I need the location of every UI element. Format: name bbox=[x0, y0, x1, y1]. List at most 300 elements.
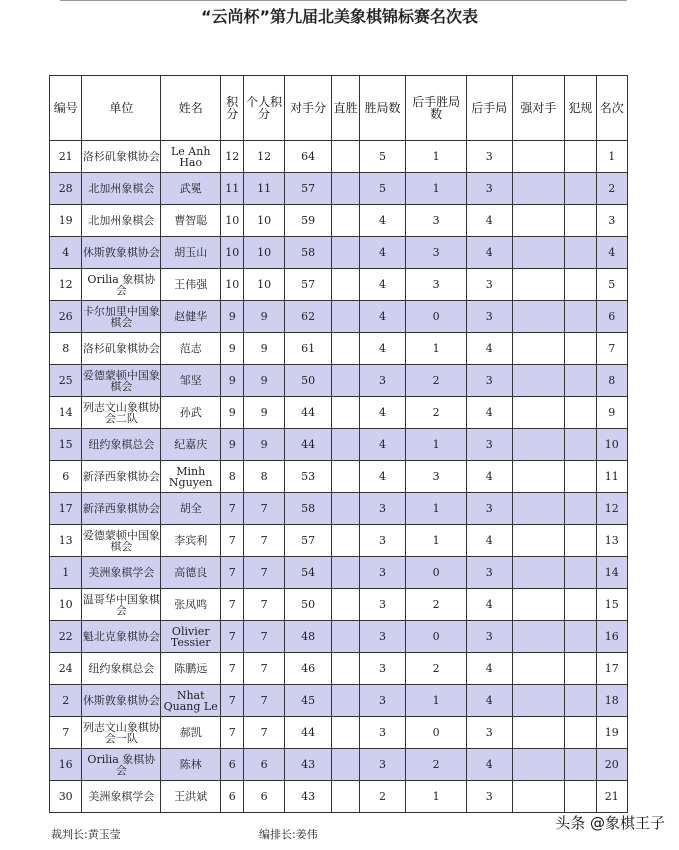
cell-opponent-points: 50 bbox=[284, 365, 332, 397]
cell-fouls bbox=[565, 461, 596, 493]
cell-fouls bbox=[565, 397, 596, 429]
cell-wins: 4 bbox=[359, 397, 406, 429]
cell-points: 7 bbox=[221, 685, 244, 717]
cell-direct-win bbox=[332, 205, 359, 237]
cell-personal-points: 12 bbox=[244, 141, 284, 173]
cell-direct-win bbox=[332, 557, 359, 589]
cell-name: 纪嘉庆 bbox=[161, 429, 221, 461]
cell-name: Minh Nguyen bbox=[161, 461, 221, 493]
cell-personal-points: 7 bbox=[244, 621, 284, 653]
cell-unit: 纽约象棋总会 bbox=[82, 653, 161, 685]
cell-rank: 14 bbox=[596, 557, 627, 589]
cell-second-hand-games: 4 bbox=[467, 749, 513, 781]
cell-name: 范志 bbox=[161, 333, 221, 365]
cell-fouls bbox=[565, 269, 596, 301]
cell-id: 12 bbox=[50, 269, 82, 301]
cell-opponent-points: 64 bbox=[284, 141, 332, 173]
cell-rank: 19 bbox=[596, 717, 627, 749]
cell-strong-opponent bbox=[512, 781, 565, 813]
table-row bbox=[50, 397, 628, 429]
cell-strong-opponent bbox=[512, 397, 565, 429]
cell-personal-points: 7 bbox=[244, 717, 284, 749]
cell-second-hand-games: 3 bbox=[467, 269, 513, 301]
cell-points: 9 bbox=[221, 333, 244, 365]
cell-wins: 5 bbox=[359, 141, 406, 173]
cell-opponent-points: 57 bbox=[284, 269, 332, 301]
cell-fouls bbox=[565, 365, 596, 397]
cell-personal-points: 6 bbox=[244, 781, 284, 813]
cell-rank: 10 bbox=[596, 429, 627, 461]
watermark: 头条 @象棋王子 bbox=[555, 814, 665, 832]
header-name: 姓名 bbox=[161, 76, 221, 141]
cell-points: 7 bbox=[221, 621, 244, 653]
header-personal-points: 个人积分 bbox=[244, 76, 284, 141]
cell-unit: 爱德蒙顿中国象棋会 bbox=[82, 525, 161, 557]
cell-id: 24 bbox=[50, 653, 82, 685]
cell-id: 7 bbox=[50, 717, 82, 749]
top-rule bbox=[60, 0, 627, 1]
cell-opponent-points: 57 bbox=[284, 173, 332, 205]
cell-personal-points: 9 bbox=[244, 429, 284, 461]
arranger-label: 编排长:姜伟 bbox=[259, 828, 318, 841]
table-row bbox=[50, 237, 628, 269]
cell-second-hand-wins: 1 bbox=[406, 525, 467, 557]
cell-fouls bbox=[565, 685, 596, 717]
cell-personal-points: 11 bbox=[244, 173, 284, 205]
cell-wins: 4 bbox=[359, 333, 406, 365]
cell-name: 王洪斌 bbox=[161, 781, 221, 813]
cell-fouls bbox=[565, 205, 596, 237]
cell-id: 17 bbox=[50, 493, 82, 525]
header-second-hand-wins: 后手胜局数 bbox=[406, 76, 467, 141]
cell-strong-opponent bbox=[512, 237, 565, 269]
cell-second-hand-games: 4 bbox=[467, 397, 513, 429]
cell-direct-win bbox=[332, 173, 359, 205]
cell-opponent-points: 59 bbox=[284, 205, 332, 237]
cell-unit: 列志文山象棋协会一队 bbox=[82, 717, 161, 749]
cell-wins: 4 bbox=[359, 301, 406, 333]
header-rank: 名次 bbox=[596, 76, 627, 141]
cell-strong-opponent bbox=[512, 429, 565, 461]
cell-points: 9 bbox=[221, 429, 244, 461]
cell-unit: 洛杉矶象棋协会 bbox=[82, 141, 161, 173]
cell-opponent-points: 57 bbox=[284, 525, 332, 557]
cell-fouls bbox=[565, 621, 596, 653]
cell-rank: 5 bbox=[596, 269, 627, 301]
cell-fouls bbox=[565, 333, 596, 365]
cell-points: 9 bbox=[221, 301, 244, 333]
table-row bbox=[50, 653, 628, 685]
cell-points: 12 bbox=[221, 141, 244, 173]
cell-rank: 4 bbox=[596, 237, 627, 269]
ranking-table bbox=[49, 75, 628, 813]
cell-personal-points: 9 bbox=[244, 301, 284, 333]
header-id: 编号 bbox=[50, 76, 82, 141]
cell-unit: Orilia 象棋协会 bbox=[82, 749, 161, 781]
header-fouls: 犯规 bbox=[565, 76, 596, 141]
cell-points: 7 bbox=[221, 589, 244, 621]
cell-direct-win bbox=[332, 525, 359, 557]
cell-second-hand-wins: 1 bbox=[406, 333, 467, 365]
cell-opponent-points: 44 bbox=[284, 429, 332, 461]
cell-points: 11 bbox=[221, 173, 244, 205]
cell-wins: 5 bbox=[359, 173, 406, 205]
cell-second-hand-wins: 3 bbox=[406, 205, 467, 237]
cell-name: 胡玉山 bbox=[161, 237, 221, 269]
cell-id: 4 bbox=[50, 237, 82, 269]
cell-id: 10 bbox=[50, 589, 82, 621]
referee-label: 裁判长:黄玉莹 bbox=[51, 828, 121, 841]
table-row bbox=[50, 525, 628, 557]
cell-fouls bbox=[565, 653, 596, 685]
cell-direct-win bbox=[332, 141, 359, 173]
cell-second-hand-wins: 0 bbox=[406, 301, 467, 333]
cell-points: 10 bbox=[221, 237, 244, 269]
cell-personal-points: 7 bbox=[244, 589, 284, 621]
cell-points: 6 bbox=[221, 749, 244, 781]
cell-strong-opponent bbox=[512, 365, 565, 397]
cell-rank: 12 bbox=[596, 493, 627, 525]
cell-name: 孙武 bbox=[161, 397, 221, 429]
cell-wins: 3 bbox=[359, 749, 406, 781]
cell-second-hand-games: 4 bbox=[467, 461, 513, 493]
table-row bbox=[50, 205, 628, 237]
header-direct-win: 直胜 bbox=[332, 76, 359, 141]
cell-points: 10 bbox=[221, 269, 244, 301]
cell-unit: 休斯敦象棋协会 bbox=[82, 685, 161, 717]
cell-unit: 爱德蒙顿中国象棋会 bbox=[82, 365, 161, 397]
cell-unit: Orilia 象棋协会 bbox=[82, 269, 161, 301]
cell-direct-win bbox=[332, 493, 359, 525]
cell-name: 高德良 bbox=[161, 557, 221, 589]
cell-strong-opponent bbox=[512, 749, 565, 781]
cell-name: 陈鹏远 bbox=[161, 653, 221, 685]
cell-strong-opponent bbox=[512, 333, 565, 365]
cell-second-hand-games: 3 bbox=[467, 621, 513, 653]
cell-wins: 4 bbox=[359, 269, 406, 301]
cell-fouls bbox=[565, 141, 596, 173]
cell-personal-points: 10 bbox=[244, 269, 284, 301]
cell-strong-opponent bbox=[512, 461, 565, 493]
cell-unit: 北加州象棋会 bbox=[82, 173, 161, 205]
cell-points: 7 bbox=[221, 717, 244, 749]
table-body bbox=[50, 141, 628, 813]
cell-personal-points: 6 bbox=[244, 749, 284, 781]
cell-strong-opponent bbox=[512, 621, 565, 653]
cell-unit: 卡尔加里中国象棋会 bbox=[82, 301, 161, 333]
cell-fouls bbox=[565, 749, 596, 781]
cell-opponent-points: 58 bbox=[284, 237, 332, 269]
table-row bbox=[50, 461, 628, 493]
cell-strong-opponent bbox=[512, 141, 565, 173]
table-row bbox=[50, 493, 628, 525]
cell-id: 2 bbox=[50, 685, 82, 717]
cell-id: 15 bbox=[50, 429, 82, 461]
cell-unit: 美洲象棋学会 bbox=[82, 781, 161, 813]
cell-second-hand-games: 3 bbox=[467, 717, 513, 749]
cell-opponent-points: 45 bbox=[284, 685, 332, 717]
cell-opponent-points: 62 bbox=[284, 301, 332, 333]
cell-unit: 休斯敦象棋协会 bbox=[82, 237, 161, 269]
cell-wins: 3 bbox=[359, 557, 406, 589]
cell-direct-win bbox=[332, 685, 359, 717]
cell-second-hand-games: 4 bbox=[467, 589, 513, 621]
cell-second-hand-wins: 2 bbox=[406, 653, 467, 685]
table-row bbox=[50, 429, 628, 461]
cell-rank: 11 bbox=[596, 461, 627, 493]
cell-second-hand-wins: 1 bbox=[406, 173, 467, 205]
cell-second-hand-games: 3 bbox=[467, 141, 513, 173]
cell-second-hand-games: 3 bbox=[467, 429, 513, 461]
cell-opponent-points: 58 bbox=[284, 493, 332, 525]
cell-name: 李宾利 bbox=[161, 525, 221, 557]
cell-personal-points: 7 bbox=[244, 493, 284, 525]
cell-second-hand-wins: 0 bbox=[406, 717, 467, 749]
cell-wins: 4 bbox=[359, 429, 406, 461]
cell-second-hand-games: 4 bbox=[467, 333, 513, 365]
table-row bbox=[50, 557, 628, 589]
cell-second-hand-games: 3 bbox=[467, 301, 513, 333]
cell-name: 陈林 bbox=[161, 749, 221, 781]
cell-unit: 纽约象棋总会 bbox=[82, 429, 161, 461]
cell-rank: 13 bbox=[596, 525, 627, 557]
cell-name: 张凤鸣 bbox=[161, 589, 221, 621]
cell-name: 赵健华 bbox=[161, 301, 221, 333]
cell-second-hand-wins: 3 bbox=[406, 269, 467, 301]
cell-direct-win bbox=[332, 749, 359, 781]
cell-rank: 17 bbox=[596, 653, 627, 685]
cell-opponent-points: 61 bbox=[284, 333, 332, 365]
cell-id: 6 bbox=[50, 461, 82, 493]
cell-wins: 3 bbox=[359, 685, 406, 717]
cell-opponent-points: 50 bbox=[284, 589, 332, 621]
cell-second-hand-games: 3 bbox=[467, 781, 513, 813]
table-row bbox=[50, 589, 628, 621]
cell-second-hand-wins: 2 bbox=[406, 589, 467, 621]
cell-strong-opponent bbox=[512, 525, 565, 557]
cell-name: 武冕 bbox=[161, 173, 221, 205]
table-row bbox=[50, 173, 628, 205]
cell-rank: 21 bbox=[596, 781, 627, 813]
cell-personal-points: 9 bbox=[244, 397, 284, 429]
cell-opponent-points: 44 bbox=[284, 397, 332, 429]
cell-unit: 列志文山象棋协会二队 bbox=[82, 397, 161, 429]
cell-rank: 18 bbox=[596, 685, 627, 717]
cell-personal-points: 8 bbox=[244, 461, 284, 493]
cell-wins: 4 bbox=[359, 237, 406, 269]
cell-opponent-points: 48 bbox=[284, 621, 332, 653]
cell-name: 胡全 bbox=[161, 493, 221, 525]
cell-second-hand-games: 4 bbox=[467, 653, 513, 685]
cell-id: 8 bbox=[50, 333, 82, 365]
cell-personal-points: 7 bbox=[244, 685, 284, 717]
cell-personal-points: 10 bbox=[244, 205, 284, 237]
cell-second-hand-games: 3 bbox=[467, 173, 513, 205]
cell-second-hand-games: 3 bbox=[467, 365, 513, 397]
cell-second-hand-wins: 1 bbox=[406, 781, 467, 813]
cell-points: 6 bbox=[221, 781, 244, 813]
cell-wins: 3 bbox=[359, 653, 406, 685]
cell-second-hand-wins: 3 bbox=[406, 461, 467, 493]
cell-points: 8 bbox=[221, 461, 244, 493]
cell-strong-opponent bbox=[512, 685, 565, 717]
cell-id: 13 bbox=[50, 525, 82, 557]
cell-id: 1 bbox=[50, 557, 82, 589]
cell-second-hand-wins: 2 bbox=[406, 749, 467, 781]
cell-fouls bbox=[565, 525, 596, 557]
cell-points: 9 bbox=[221, 397, 244, 429]
cell-unit: 洛杉矶象棋协会 bbox=[82, 333, 161, 365]
cell-wins: 3 bbox=[359, 717, 406, 749]
page-title: “云尚杯”第九届北美象棋锦标赛名次表 bbox=[200, 7, 479, 26]
cell-second-hand-wins: 0 bbox=[406, 557, 467, 589]
table-row bbox=[50, 269, 628, 301]
cell-direct-win bbox=[332, 621, 359, 653]
table-row bbox=[50, 685, 628, 717]
cell-second-hand-wins: 1 bbox=[406, 685, 467, 717]
cell-second-hand-games: 4 bbox=[467, 205, 513, 237]
cell-name: Nhat Quang Le bbox=[161, 685, 221, 717]
cell-unit: 新泽西象棋协会 bbox=[82, 493, 161, 525]
cell-second-hand-wins: 0 bbox=[406, 621, 467, 653]
cell-strong-opponent bbox=[512, 269, 565, 301]
cell-strong-opponent bbox=[512, 717, 565, 749]
cell-opponent-points: 54 bbox=[284, 557, 332, 589]
cell-opponent-points: 43 bbox=[284, 781, 332, 813]
header-points: 积分 bbox=[221, 76, 244, 141]
cell-second-hand-wins: 1 bbox=[406, 141, 467, 173]
cell-fouls bbox=[565, 781, 596, 813]
cell-fouls bbox=[565, 429, 596, 461]
cell-direct-win bbox=[332, 301, 359, 333]
cell-name: 邹坚 bbox=[161, 365, 221, 397]
cell-second-hand-wins: 2 bbox=[406, 365, 467, 397]
header-strong-opponent: 强对手 bbox=[512, 76, 565, 141]
table-row bbox=[50, 333, 628, 365]
cell-opponent-points: 53 bbox=[284, 461, 332, 493]
cell-rank: 6 bbox=[596, 301, 627, 333]
cell-id: 14 bbox=[50, 397, 82, 429]
cell-second-hand-games: 3 bbox=[467, 493, 513, 525]
cell-personal-points: 7 bbox=[244, 525, 284, 557]
cell-wins: 2 bbox=[359, 781, 406, 813]
table-row bbox=[50, 141, 628, 173]
cell-rank: 3 bbox=[596, 205, 627, 237]
cell-rank: 15 bbox=[596, 589, 627, 621]
cell-strong-opponent bbox=[512, 653, 565, 685]
cell-id: 22 bbox=[50, 621, 82, 653]
cell-opponent-points: 43 bbox=[284, 749, 332, 781]
cell-name: Le Anh Hao bbox=[161, 141, 221, 173]
cell-strong-opponent bbox=[512, 557, 565, 589]
cell-rank: 2 bbox=[596, 173, 627, 205]
cell-opponent-points: 44 bbox=[284, 717, 332, 749]
cell-id: 25 bbox=[50, 365, 82, 397]
cell-wins: 3 bbox=[359, 621, 406, 653]
cell-unit: 美洲象棋学会 bbox=[82, 557, 161, 589]
cell-points: 10 bbox=[221, 205, 244, 237]
cell-direct-win bbox=[332, 429, 359, 461]
cell-direct-win bbox=[332, 333, 359, 365]
cell-direct-win bbox=[332, 781, 359, 813]
cell-points: 7 bbox=[221, 557, 244, 589]
cell-unit: 北加州象棋会 bbox=[82, 205, 161, 237]
cell-rank: 8 bbox=[596, 365, 627, 397]
header-opponent-points: 对手分 bbox=[284, 76, 332, 141]
cell-wins: 4 bbox=[359, 205, 406, 237]
cell-name: 郝凯 bbox=[161, 717, 221, 749]
cell-strong-opponent bbox=[512, 589, 565, 621]
cell-wins: 4 bbox=[359, 461, 406, 493]
cell-strong-opponent bbox=[512, 173, 565, 205]
cell-name: Olivier Tessier bbox=[161, 621, 221, 653]
cell-direct-win bbox=[332, 269, 359, 301]
cell-direct-win bbox=[332, 397, 359, 429]
cell-direct-win bbox=[332, 461, 359, 493]
table-row bbox=[50, 749, 628, 781]
cell-personal-points: 7 bbox=[244, 557, 284, 589]
cell-id: 16 bbox=[50, 749, 82, 781]
cell-rank: 1 bbox=[596, 141, 627, 173]
cell-wins: 3 bbox=[359, 493, 406, 525]
cell-wins: 3 bbox=[359, 589, 406, 621]
cell-direct-win bbox=[332, 589, 359, 621]
cell-wins: 3 bbox=[359, 525, 406, 557]
cell-direct-win bbox=[332, 717, 359, 749]
cell-rank: 7 bbox=[596, 333, 627, 365]
cell-points: 9 bbox=[221, 365, 244, 397]
cell-wins: 3 bbox=[359, 365, 406, 397]
cell-fouls bbox=[565, 237, 596, 269]
cell-rank: 9 bbox=[596, 397, 627, 429]
header-wins: 胜局数 bbox=[359, 76, 406, 141]
cell-second-hand-games: 4 bbox=[467, 685, 513, 717]
cell-personal-points: 7 bbox=[244, 653, 284, 685]
cell-points: 7 bbox=[221, 653, 244, 685]
cell-unit: 新泽西象棋协会 bbox=[82, 461, 161, 493]
cell-strong-opponent bbox=[512, 301, 565, 333]
cell-rank: 16 bbox=[596, 621, 627, 653]
table-row bbox=[50, 301, 628, 333]
cell-fouls bbox=[565, 589, 596, 621]
cell-points: 7 bbox=[221, 493, 244, 525]
cell-direct-win bbox=[332, 653, 359, 685]
cell-unit: 温哥华中国象棋会 bbox=[82, 589, 161, 621]
cell-name: 曹智聪 bbox=[161, 205, 221, 237]
cell-personal-points: 10 bbox=[244, 237, 284, 269]
cell-id: 21 bbox=[50, 141, 82, 173]
cell-second-hand-games: 4 bbox=[467, 525, 513, 557]
cell-fouls bbox=[565, 717, 596, 749]
cell-personal-points: 9 bbox=[244, 333, 284, 365]
header-second-hand-games: 后手局 bbox=[467, 76, 513, 141]
cell-strong-opponent bbox=[512, 205, 565, 237]
cell-id: 30 bbox=[50, 781, 82, 813]
cell-name: 王伟强 bbox=[161, 269, 221, 301]
cell-fouls bbox=[565, 173, 596, 205]
cell-rank: 20 bbox=[596, 749, 627, 781]
cell-second-hand-games: 3 bbox=[467, 557, 513, 589]
cell-unit: 魁北克象棋协会 bbox=[82, 621, 161, 653]
cell-personal-points: 9 bbox=[244, 365, 284, 397]
cell-fouls bbox=[565, 557, 596, 589]
cell-strong-opponent bbox=[512, 493, 565, 525]
cell-id: 28 bbox=[50, 173, 82, 205]
cell-direct-win bbox=[332, 237, 359, 269]
cell-opponent-points: 46 bbox=[284, 653, 332, 685]
table-row bbox=[50, 621, 628, 653]
cell-second-hand-wins: 2 bbox=[406, 397, 467, 429]
